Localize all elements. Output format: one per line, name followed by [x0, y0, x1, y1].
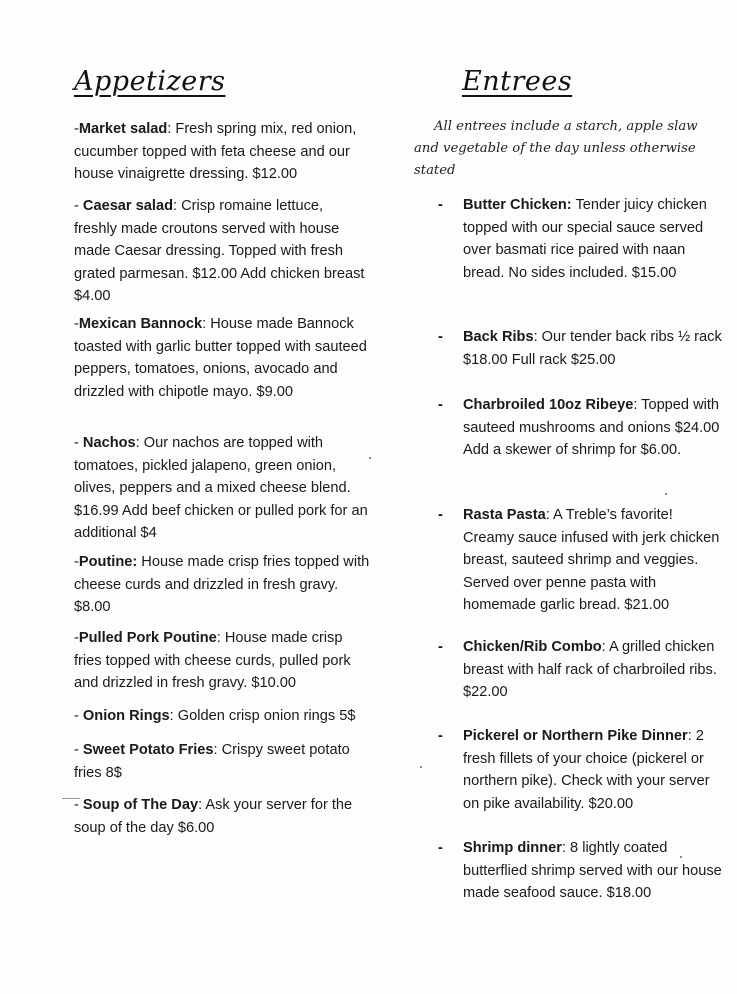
item-prefix: - [74, 797, 83, 813]
appetizer-item [74, 195, 370, 308]
item-prefix: - [74, 742, 83, 758]
entree-bullet: - [438, 728, 443, 744]
appetizer-item [74, 313, 370, 403]
item-prefix: - [74, 435, 83, 451]
item-description: : House made Bannock toasted with garlic butter topped with sauteed peppers, tomatoes, onions, avocado and drizzled with chipotle mayo. $9.00 [74, 316, 367, 400]
scan-speck [665, 493, 667, 495]
item-name: Pickerel or Northern Pike Dinner [463, 728, 688, 744]
item-description: : 8 lightly coated butterflied shrimp served with our house made seafood sauce. $18.00 [463, 840, 722, 901]
item-prefix: - [74, 121, 79, 137]
item-name: Sweet Potato Fries [82, 742, 214, 758]
item-description: : Ask your server for the soup of the day $6.00 [74, 797, 353, 836]
item-name: Rasta Pasta [463, 507, 546, 523]
item-name: Onion Rings [82, 708, 170, 724]
item-description: Tender juicy chicken topped with our special sauce served over basmati rice paired with naan bread. No sides included. $15.00 [463, 197, 707, 281]
item-description: : A Treble’s favorite! Creamy sauce infused with jerk chicken breast, sauteed shrimp and veggies. Served over penne pasta with homemade garlic bread. $21.00 [463, 507, 720, 613]
appetizer-item [74, 118, 370, 186]
entree-item [463, 394, 725, 462]
appetizer-item [74, 627, 370, 695]
item-description: : A grilled chicken breast with half rack of charbroiled ribs. $22.00 [463, 639, 717, 700]
item-prefix: - [74, 554, 79, 570]
entree-bullet: - [438, 329, 443, 345]
scan-speck [680, 856, 682, 858]
item-description: : House made crisp fries topped with cheese curds, pulled pork and drizzled in fresh gravy. $10.00 [74, 630, 351, 691]
item-prefix: - [74, 198, 83, 214]
appetizer-item [74, 705, 370, 728]
item-description: House made crisp fries topped with cheese curds and drizzled in fresh gravy. $8.00 [74, 554, 370, 615]
entree-bullet: - [438, 639, 443, 655]
item-description: : Crisp romaine lettuce, freshly made croutons served with house made Caesar dressing. Topped with fresh grated parmesan. $12.00 Add chicken breast $4.00 [74, 198, 365, 304]
item-description: : Fresh spring mix, red onion, cucumber topped with feta cheese and our house vinaigrette dressing. $12.00 [74, 121, 357, 182]
item-name: Charbroiled 10oz Ribeye [463, 397, 634, 413]
item-description: : Topped with sauteed mushrooms and onions $24.00 Add a skewer of shrimp for $6.00. [463, 397, 720, 458]
item-description: : Golden crisp onion rings 5$ [169, 708, 356, 724]
item-description: : Our nachos are topped with tomatoes, pickled jalapeno, green onion, olives, peppers and a mixed cheese blend. $16.99 Add beef chicken or pulled pork for an additional $4 [74, 435, 368, 541]
item-name: Market salad [78, 121, 168, 137]
item-name: Mexican Bannock [78, 316, 203, 332]
entree-item [463, 837, 725, 905]
entrees-note: All entrees include a starch, apple slaw and vegetable of the day unless otherwise stated [414, 119, 698, 178]
appetizer-item [74, 739, 370, 784]
appetizer-item [74, 551, 370, 619]
item-prefix: - [74, 316, 79, 332]
item-name: Soup of The Day [82, 797, 199, 813]
item-name: Pulled Pork Poutine [78, 630, 217, 646]
entree-bullet: - [438, 197, 443, 213]
item-name: Butter Chicken: [463, 197, 572, 213]
item-name: Back Ribs [463, 329, 534, 345]
entrees-heading: Entrees [462, 66, 573, 97]
item-name: Nachos [82, 435, 136, 451]
entree-item [463, 725, 725, 815]
entree-item [463, 194, 725, 284]
entree-item [463, 636, 725, 704]
item-description: : Our tender back ribs ½ rack $18.00 Full rack $25.00 [463, 329, 722, 368]
item-name: Poutine: [78, 554, 138, 570]
appetizers-heading: Appetizers [74, 66, 226, 97]
entree-bullet: - [438, 840, 443, 856]
item-prefix: - [74, 630, 79, 646]
item-description: : Crispy sweet potato fries 8$ [74, 742, 350, 781]
item-prefix: - [74, 708, 83, 724]
item-name: Shrimp dinner [463, 840, 562, 856]
scan-speck [369, 457, 371, 459]
item-name: Caesar salad [82, 198, 173, 214]
appetizer-item [74, 794, 370, 839]
item-description: : 2 fresh fillets of your choice (pickerel or northern pike). Check with your server on pike availability. $20.00 [463, 728, 710, 812]
entree-bullet: - [438, 397, 443, 413]
scan-speck [420, 766, 422, 768]
item-name: Chicken/Rib Combo [463, 639, 602, 655]
entree-bullet: - [438, 507, 443, 523]
appetizer-item [74, 432, 370, 545]
entree-item [463, 326, 725, 371]
entree-item [463, 504, 725, 617]
